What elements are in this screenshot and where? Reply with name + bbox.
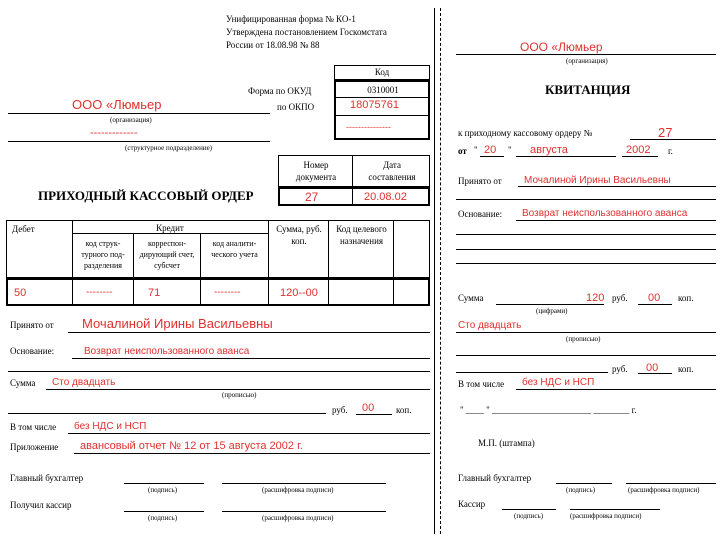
dept-code: ---------------	[346, 122, 391, 132]
credit-sub-dept: код струк-турного под-разделения	[81, 239, 125, 270]
okud-value: 0310001	[367, 85, 399, 95]
chief-sig-caption: (подпись)	[148, 486, 178, 494]
receipt-chief-label: Главный бухгалтер	[458, 473, 532, 483]
receipt-month: августа	[530, 144, 568, 156]
incl-label: В том числе	[10, 422, 57, 432]
year-suffix: г.	[668, 146, 673, 156]
org-name: ООО «Люмьер	[72, 97, 162, 112]
receipt-chief-sig: (подпись)	[566, 486, 596, 494]
receipt-kop2: 00	[646, 362, 659, 374]
receipt-basis: Возврат неиспользованного аванса	[522, 208, 688, 219]
receipt-sum-kop: 00	[648, 292, 661, 304]
receipt-incl-label: В том числе	[458, 379, 505, 389]
words-caption: (прописью)	[222, 391, 257, 399]
attach-label: Приложение	[10, 442, 59, 452]
received-from: Мочалиной Ирины Васильевны	[82, 316, 273, 331]
doc-no: 27	[305, 190, 319, 204]
attach-value: авансовый отчет № 12 от 15 августа 2002 г.	[80, 440, 303, 452]
receipt-received-from: Мочалиной Ирины Васильевны	[524, 175, 671, 186]
doc-values-box	[278, 187, 430, 206]
row-analytic: --------	[214, 287, 241, 298]
order-title: ПРИХОДНЫЙ КАССОВЫЙ ОРДЕР	[38, 188, 254, 203]
form-line-1: Унифицированная форма № КО-1	[226, 14, 356, 24]
received-from-label: Принято от	[10, 320, 54, 330]
stamp-label: М.П. (штампа)	[478, 438, 535, 448]
okpo-value: 18075761	[350, 99, 399, 111]
receipt-received-label: Принято от	[458, 176, 502, 186]
row-sum: 120--00	[280, 287, 318, 299]
receipt-words-caption: (прописью)	[566, 335, 601, 343]
cashier-decode-caption: (расшифровка подписи)	[262, 514, 334, 522]
okpo-label: по ОКПО	[277, 102, 315, 112]
row-dept: --------	[86, 287, 113, 298]
doc-no-label: Номер документа	[295, 160, 337, 182]
receipt-day: 20	[484, 144, 497, 156]
credit-header: Кредит	[156, 223, 184, 233]
doc-date-label: Дата составления	[368, 160, 416, 182]
receipt-rub2-label: руб.	[612, 364, 628, 374]
chief-decode-caption: (расшифровка подписи)	[262, 486, 334, 494]
receipt-order-no: 27	[658, 125, 673, 140]
form-line-2: Утверждена постановлением Госкомстата	[226, 27, 387, 37]
receipt-incl-value: без НДС и НСП	[522, 377, 595, 388]
to-order-label: к приходному кассовому ордеру №	[458, 128, 593, 138]
receipt-sum-rub: 120	[586, 292, 605, 304]
quote-close: "	[508, 145, 512, 155]
receipt-org-name: ООО «Люмьер	[520, 40, 603, 54]
rub-label: руб.	[332, 405, 348, 415]
quote-open: "	[474, 145, 478, 155]
code-header-cell: Код	[334, 65, 430, 80]
debit-header: Дебет	[12, 224, 35, 234]
sum-label: Сумма	[10, 378, 36, 388]
receipt-year: 2002	[626, 144, 651, 156]
receipt-cashier-sig: (подпись)	[514, 512, 544, 520]
receipt-chief-decode: (расшифровка подписи)	[628, 486, 700, 494]
okud-label: Форма по ОКУД	[248, 86, 312, 96]
sum-words: Сто двадцать	[52, 377, 116, 388]
basis: Возврат неиспользованного аванса	[84, 346, 250, 357]
receipt-cashier-decode: (расшифровка подписи)	[570, 512, 642, 520]
kop-value: 00	[362, 402, 375, 414]
credit-sub-account: корреспон-дирующий счет, субсчет	[139, 239, 195, 270]
dept-caption: (структурное подразделение)	[125, 144, 213, 152]
row-account: 71	[148, 287, 161, 299]
digits-caption: (цифрами)	[536, 307, 568, 315]
chief-label: Главный бухгалтер	[10, 473, 84, 483]
receipt-title: КВИТАНЦИЯ	[545, 82, 631, 97]
cashier-label: Получил кассир	[10, 500, 72, 510]
receipt-date-line: " ____ " ______________________ ________ г.	[460, 405, 637, 415]
from-label: от	[458, 146, 467, 156]
receipt-cashier-label: Кассир	[458, 499, 486, 509]
receipt-kop2-label: коп.	[678, 364, 694, 374]
cashier-sig-caption: (подпись)	[148, 514, 178, 522]
incl-value: без НДС и НСП	[74, 421, 147, 432]
basis-label: Основание:	[10, 346, 55, 356]
dept-value: -------------	[90, 127, 138, 139]
org-caption: (организация)	[110, 116, 152, 124]
kop-label: коп.	[396, 405, 412, 415]
receipt-rub-label: руб.	[612, 293, 628, 303]
doc-date: 20.08.02	[364, 191, 407, 203]
receipt-sum-words: Сто двадцать	[458, 320, 522, 331]
row-debit: 50	[14, 287, 27, 299]
receipt-basis-label: Основание:	[458, 209, 503, 219]
credit-sub-analytic: код аналити-ческого учета	[211, 239, 258, 259]
receipt-org-caption: (организация)	[566, 57, 608, 65]
sum-header: Сумма, руб. коп.	[276, 224, 322, 246]
receipt-sum-label: Сумма	[458, 293, 484, 303]
form-line-3: России от 18.08.98 № 88	[226, 40, 320, 50]
receipt-kop-label: коп.	[678, 293, 694, 303]
target-header: Код целевого назначения	[336, 224, 387, 246]
